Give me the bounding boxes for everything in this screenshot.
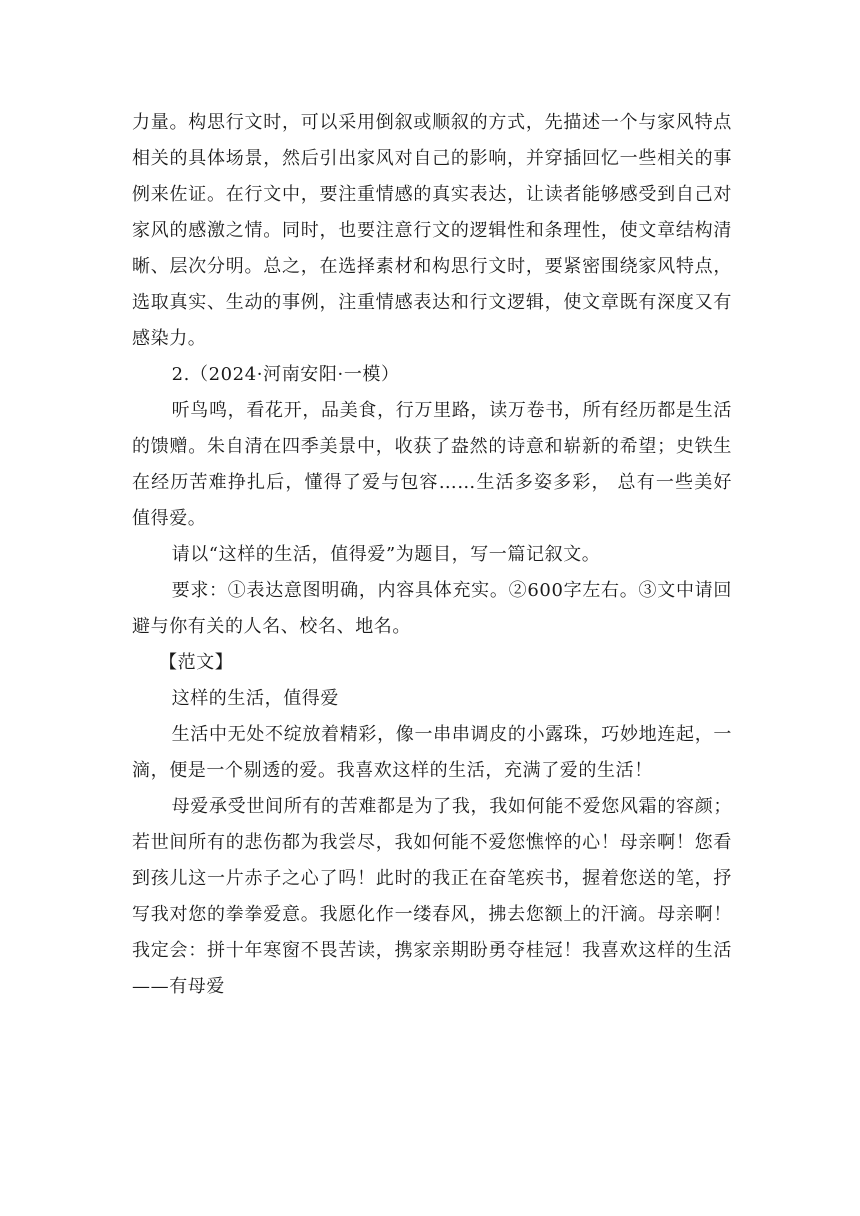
prompt-material-paragraph: 听鸟鸣，看花开，品美食，行万里路，读万卷书，所有经历都是生活的馈赠。朱自清在四季美景中，收获了盎然的诗意和崭新的希望；史铁生在经历苦难挣扎后，懂得了爱与包容……生活多姿多彩， 总有一些美好值得爱。 [132,400,732,529]
prompt-instruction-paragraph: 请以“这样的生活，值得爱”为题目，写一篇记叙文。 [171,544,601,565]
essay-title: 这样的生活，值得爱 [171,688,339,709]
requirements-paragraph: 要求：①表达意图明确，内容具体充实。②600字左右。③文中请回避与你有关的人名、校名、地名。 [132,580,733,637]
document-page [132,105,732,1005]
sample-essay-label: 【范文】 [159,652,234,673]
essay-paragraph-1: 生活中无处不绽放着精彩，像一串串调皮的小露珠，巧妙地连起，一滴，便是一个剔透的爱。我喜欢这样的生活，充满了爱的生活！ [132,724,732,781]
paragraph-intro-continued: 力量。构思行文时，可以采用倒叙或顺叙的方式，先描述一个与家风特点相关的具体场景，然后引出家风对自己的影响，并穿插回忆一些相关的事例来佐证。在行文中，要注重情感的真实表达，让读者能够感受到自己对家风的感激之情。同时，也要注意行文的逻辑性和条理性，使文章结构清晰、层次分明。总之，在选择素材和构思行文时，要紧密围绕家风特点，选取真实、生动的事例，注重情感表达和行文逻辑，使文章既有深度又有感染力。 [132,112,732,349]
essay-paragraph-2: 母爱承受世间所有的苦难都是为了我，我如何能不爱您风霜的容颜；若世间所有的悲伤都为我尝尽，我如何能不爱您憔悴的心！母亲啊！您看到孩儿这一片赤子之心了吗！此时的我正在奋笔疾书，握着您送的笔，抒写我对您的拳拳爱意。我愿化作一缕春风，拂去您额上的汗滴。母亲啊！我定会：拼十年寒窗不畏苦读，携家亲期盼勇夺桂冠！我喜欢这样的生活——有母爱 [132,796,732,997]
question-number-heading: 2.（2024·河南安阳·一模） [171,364,400,385]
